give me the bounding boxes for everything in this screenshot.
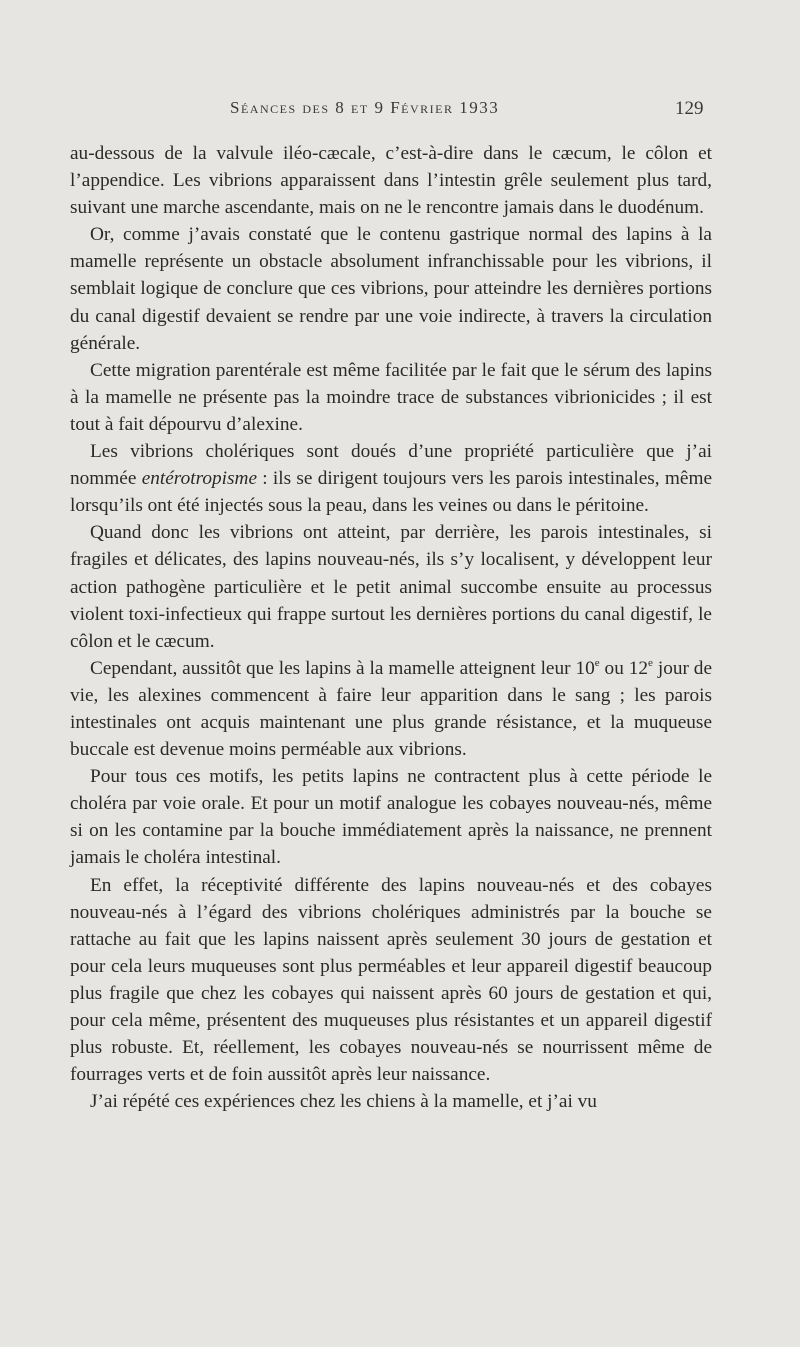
ordinal-12-suffix: e [648,656,653,669]
paragraph-9: J’ai répété ces expériences chez les chiens à la mamelle, et j’ai vu [90,1091,597,1113]
italic-term: entérotropisme [141,468,257,490]
paragraph-6-end: jour de vie, les alexines commencent à faire leur apparition dans le sang ; les parois intestinales ont acquis maintenant une plus grande résistance, et la muqueuse buccale est devenue moins perméable aux vibrions. [70,657,712,761]
paragraph-6 [70,655,712,763]
paragraph-6-mid: ou [599,657,629,679]
running-title: Séances des 8 et 9 Février 1933 [230,98,500,117]
ordinal-12: 12 [628,657,649,679]
paragraph-3: Cette migration parentérale est même facilitée par le fait que le sérum des lapins à la mamelle ne présente pas la moindre trace de substances vibrionicides ; il est tout à fait dépourvu d’alexine. [70,359,712,435]
paragraph-7: Pour tous ces motifs, les petits lapins ne contractent plus à cette période le choléra par voie orale. Et pour un motif analogue les cobayes nouveau-nés, même si on les contamine par la bouche immédiatement après la naissance, ne prennent jamais le choléra intestinal. [70,766,712,869]
paragraph-4-after: : ils se dirigent toujours vers les parois intestinales, même lorsqu’ils ont été injectés sous la peau, dans les veines ou dans le péritoine. [70,468,712,517]
paragraph-6-start: Cependant, aussitôt que les lapins à la mamelle atteignent leur [90,657,576,679]
paragraph-4 [70,438,712,519]
paragraph-1: au-dessous de la valvule iléo-cæcale, c’est-à-dire dans le cæcum, le côlon et l’appendice. Les vibrions apparaissent dans l’intestin grêle seulement plus tard, suivant une marche ascendante, mais on ne le rencontre jamais dans le duodénum. [70,143,712,219]
body-text [70,140,712,1115]
paragraph-4-before: Les vibrions cholériques sont doués d’une propriété particulière que j’ai nommée [70,441,712,490]
paragraph-8: En effet, la réceptivité différente des lapins nouveau-nés et des cobayes nouveau-nés à l’égard des vibrions cholériques administrés par la bouche se rattache au fait que les lapins naissent après seulement 30 jours de gestation et pour cela leurs muqueuses sont plus perméables et leur appareil digestif beaucoup plus fragile que chez les cobayes qui naissent après 60 jours de gestation et qui, pour cela même, présentent des muqueuses plus résistantes et un appareil digestif plus robuste. Et, réellement, les cobayes nouveau-nés se nourrissent même de fourrages verts et de foin aussitôt après leur naissance. [70,874,712,1086]
paragraph-5: Quand donc les vibrions ont atteint, par derrière, les parois intestinales, si fragiles et délicates, des lapins nouveau-nés, ils s’y localisent, y développent leur action pathogène particulière et le petit animal succombe ensuite au processus violent toxi-infectieux qui frappe surtout les dernières portions du canal digestif, le côlon et le cæcum. [70,522,712,652]
paragraph-2: Or, comme j’avais constaté que le contenu gastrique normal des lapins à la mamelle représente un obstacle absolument infranchissable pour les vibrions, il semblait logique de conclure que ces vibrions, pour atteindre les dernières portions du canal digestif devaient se rendre par une voie indirecte, à travers la circulation générale. [70,224,712,354]
page-number: 129 [675,98,704,119]
ordinal-10: 10 [575,657,595,679]
ordinal-10-suffix: e [594,656,600,669]
